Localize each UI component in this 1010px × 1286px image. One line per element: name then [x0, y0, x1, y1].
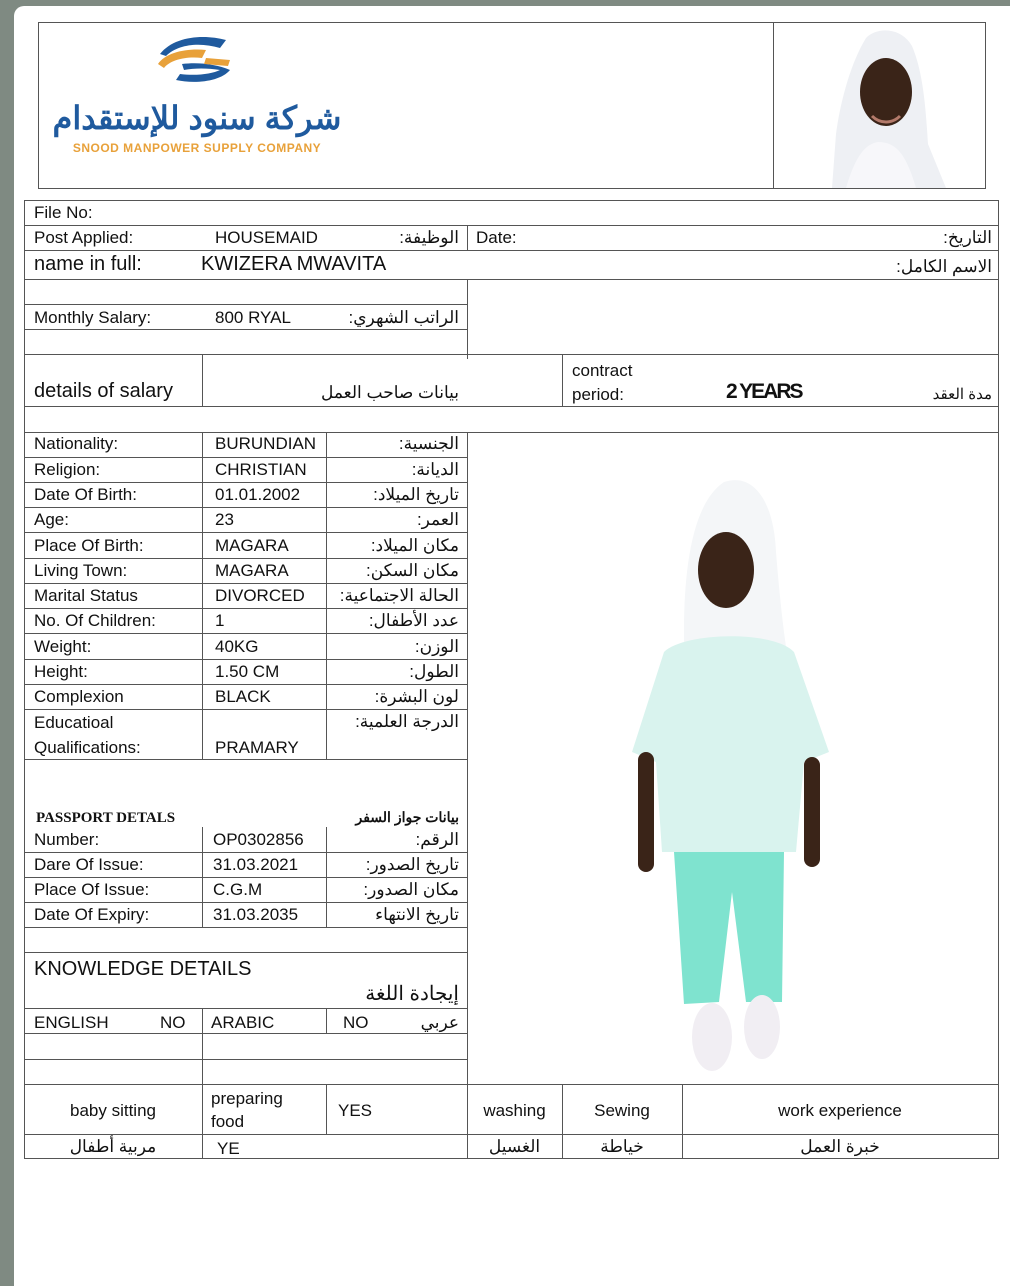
contract-value: 2 YEARS — [726, 380, 802, 403]
salary-value: 800 RYAL — [215, 308, 291, 327]
personal-label-ar: مكان الميلاد: — [370, 536, 459, 555]
personal-label-ar: الوزن: — [414, 637, 459, 656]
company-name-en: SNOOD MANPOWER SUPPLY COMPANY — [72, 141, 322, 155]
passport-value: C.G.M — [213, 880, 263, 899]
personal-value: BLACK — [215, 687, 271, 706]
personal-label: Living Town: — [34, 561, 128, 580]
personal-label-ar: مكان السكن: — [365, 561, 459, 580]
arabic-label: ARABIC — [211, 1013, 275, 1032]
exp-preparing-value-2: YE — [217, 1139, 240, 1158]
exp-preparing-2: food — [211, 1112, 245, 1131]
date-label-ar: التاريخ: — [943, 228, 992, 247]
personal-label-ar: الطول: — [409, 662, 459, 681]
exp-baby-sitting: baby sitting — [70, 1101, 156, 1120]
post-applied-label: Post Applied: — [34, 228, 134, 247]
file-no-label: File No: — [34, 203, 93, 222]
passport-label-ar: تاريخ الصدور: — [365, 855, 459, 874]
personal-label-ar: الجنسية: — [398, 434, 459, 453]
education-value: PRAMARY — [215, 738, 299, 757]
salary-label: Monthly Salary: — [34, 308, 152, 327]
company-logo — [154, 34, 234, 86]
english-value: NO — [160, 1013, 186, 1032]
passport-label-ar: مكان الصدور: — [363, 880, 459, 899]
details-salary-label: details of salary — [34, 380, 173, 402]
personal-label-ar: عدد الأطفال: — [368, 611, 459, 630]
exp-preparing-1: preparing — [211, 1089, 283, 1108]
passport-label-ar: الرقم: — [415, 830, 459, 849]
personal-label: Date Of Birth: — [34, 485, 137, 504]
personal-value: CHRISTIAN — [215, 460, 307, 479]
name-value: KWIZERA MWAVITA — [201, 253, 387, 275]
company-name-ar: شركة سنود للإستقدام — [52, 100, 342, 136]
name-label: name in full: — [34, 253, 142, 275]
personal-label-ar: تاريخ الميلاد: — [373, 485, 459, 504]
exp-preparing-value: YES — [338, 1101, 373, 1120]
passport-value: OP0302856 — [213, 830, 304, 849]
personal-label: Religion: — [34, 460, 101, 479]
exp-washing: washing — [483, 1101, 546, 1120]
personal-label: Nationality: — [34, 434, 119, 453]
personal-label: Complexion — [34, 687, 124, 706]
personal-label: Age: — [34, 510, 69, 529]
exp-sewing-ar: خياطة — [600, 1137, 644, 1156]
salary-label-ar: الراتب الشهري: — [348, 308, 459, 327]
post-applied-value: HOUSEMAID — [215, 228, 318, 247]
passport-value: 31.03.2021 — [213, 855, 299, 874]
exp-baby-sitting-ar: مربية أطفال — [69, 1137, 157, 1156]
education-label-ar: الدرجة العلمية: — [355, 712, 459, 731]
contract-label-2: period: — [572, 385, 624, 404]
name-label-ar: الاسم الكامل: — [896, 257, 992, 276]
personal-value: DIVORCED — [215, 586, 305, 605]
contract-label-1: contract — [572, 361, 633, 380]
english-label: ENGLISH — [34, 1013, 109, 1032]
knowledge-title: KNOWLEDGE DETAILS — [34, 958, 252, 980]
passport-title: PASSPORT DETALS — [36, 810, 176, 826]
exp-work-experience-ar: خبرة العمل — [800, 1137, 880, 1156]
personal-label-ar: لون البشرة: — [374, 687, 459, 706]
applicant-portrait — [806, 24, 950, 188]
applicant-full-photo — [624, 472, 834, 1072]
personal-value: 01.01.2002 — [215, 485, 301, 504]
personal-label-ar: العمر: — [416, 510, 459, 529]
passport-label: Number: — [34, 830, 100, 849]
education-label-1: Educatioal — [34, 713, 114, 732]
personal-label-ar: الديانة: — [411, 460, 459, 479]
post-applied-label-ar: الوظيفة: — [399, 228, 459, 247]
personal-value: 1.50 CM — [215, 662, 280, 681]
personal-label: Weight: — [34, 637, 92, 656]
knowledge-title-ar: إيجادة اللغة — [365, 983, 459, 1005]
passport-label: Date Of Expiry: — [34, 905, 150, 924]
personal-label: Place Of Birth: — [34, 536, 144, 555]
passport-label: Dare Of Issue: — [34, 855, 144, 874]
exp-work-experience: work experience — [778, 1101, 902, 1120]
personal-label: No. Of Children: — [34, 611, 156, 630]
contract-label-ar: مدة العقد — [932, 386, 992, 403]
personal-value: MAGARA — [215, 536, 289, 555]
personal-value: MAGARA — [215, 561, 289, 580]
passport-value: 31.03.2035 — [213, 905, 299, 924]
personal-label: Marital Status — [34, 586, 138, 605]
cv-page — [14, 6, 1010, 1286]
education-label-2: Qualifications: — [34, 738, 141, 757]
exp-washing-ar: الغسيل — [488, 1137, 541, 1156]
passport-label: Place Of Issue: — [34, 880, 150, 899]
personal-value: 1 — [215, 611, 225, 630]
passport-label-ar: تاريخ الانتهاء — [375, 905, 459, 924]
passport-title-ar: بيانات جواز السفر — [355, 809, 459, 825]
personal-label: Height: — [34, 662, 88, 681]
arabic-value: NO — [343, 1013, 369, 1032]
personal-value: 23 — [215, 510, 234, 529]
arabic-label-ar: عربي — [420, 1013, 459, 1032]
date-label: Date: — [476, 228, 517, 247]
personal-label-ar: الحالة الاجتماعية: — [339, 586, 459, 605]
personal-value: 40KG — [215, 637, 259, 656]
exp-sewing: Sewing — [594, 1101, 650, 1120]
details-salary-ar: بيانات صاحب العمل — [320, 383, 459, 402]
personal-value: BURUNDIAN — [215, 434, 317, 453]
